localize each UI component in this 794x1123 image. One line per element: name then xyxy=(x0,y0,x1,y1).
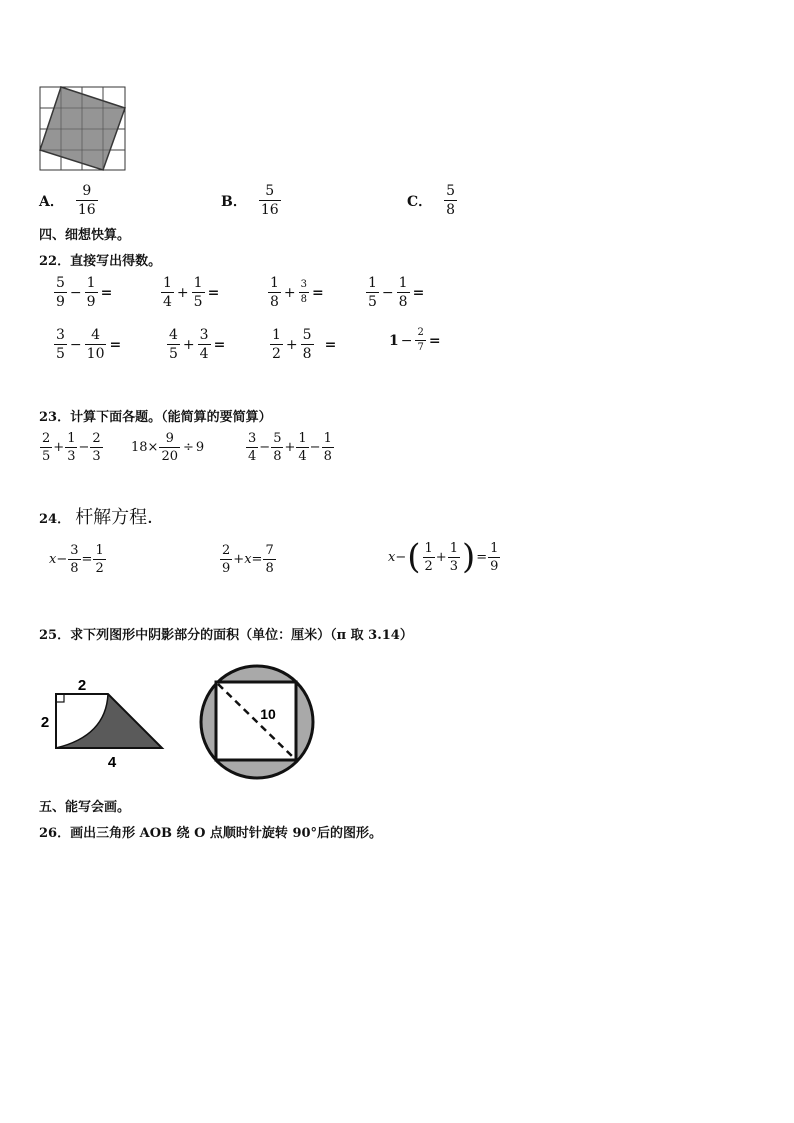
option-b-label: B． xyxy=(221,193,247,210)
grid-square-figure xyxy=(39,86,127,172)
q23-expr-2: 18 × $\frac{9}{20}$ ÷ 9 xyxy=(131,431,205,464)
q22-expr-8: 1 − $\frac{2}{7}$ = xyxy=(389,327,441,353)
q22-expr-4: $\frac{1}{5}$ − $\frac{1}{8}$ = xyxy=(368,275,425,310)
section5-title: 五、能写会画。 xyxy=(39,800,131,815)
q22-expr-7: $\frac{1}{2}$ + $\frac{5}{8}$ = xyxy=(272,327,337,362)
option-c-label: C． xyxy=(407,193,433,210)
q23-title: 23．计算下面各题。（能简算的要简算） xyxy=(39,410,272,425)
option-b xyxy=(221,184,282,217)
q24-number: 24． xyxy=(39,512,71,527)
section4-title: 四、细想快算。 xyxy=(39,228,131,243)
option-c-fraction: $\frac{5}{8}$ xyxy=(446,183,456,218)
fig1-left-label: 2 xyxy=(40,714,50,731)
q24-title: 杆解方程． xyxy=(75,507,166,528)
option-b-fraction: $\frac{5}{16}$ xyxy=(260,183,279,218)
q23-expr-3: $\frac{3}{4}$ − $\frac{5}{8}$ + $\frac{1}{4}$ − $\frac{1}{8}$ xyxy=(248,431,332,464)
q22-expr-3: $\frac{1}{8}$ + $\frac{3}{8}$ = xyxy=(270,275,324,310)
fig2-diagonal-label: 10 xyxy=(260,706,276,722)
fig1-bottom-label: 4 xyxy=(107,754,117,771)
q22-expr-1: $\frac{5}{9}$ − $\frac{1}{9}$ = xyxy=(56,275,113,310)
fig1-top-label: 2 xyxy=(77,677,87,694)
q24-equation-2: $\frac{2}{9}$ + x = $\frac{7}{8}$ xyxy=(222,543,274,576)
q25-title: 25．求下列图形中阴影部分的面积（单位：厘米）（π 取 3.14） xyxy=(39,628,413,643)
option-c xyxy=(407,184,458,217)
q22-title: 22．直接写出得数。 xyxy=(39,254,162,269)
option-a-label: A． xyxy=(39,193,64,210)
q23-expr-1: $\frac{2}{5}$ + $\frac{1}{3}$ − $\frac{2}{3}$ xyxy=(42,431,101,464)
option-a-fraction: $\frac{9}{16}$ xyxy=(77,183,96,218)
q24-heading xyxy=(39,503,165,529)
circle-square-figure xyxy=(196,664,320,780)
q22-expr-5: $\frac{3}{5}$ − $\frac{4}{10}$ = xyxy=(56,327,122,362)
q26-title: 26．画出三角形 AOB 绕 O 点顺时针旋转 90°后的图形。 xyxy=(39,826,383,841)
option-a xyxy=(39,184,99,217)
q22-expr-2: $\frac{1}{4}$ + $\frac{1}{5}$ = xyxy=(163,275,220,310)
q24-equation-1: x − $\frac{3}{8}$ = $\frac{1}{2}$ xyxy=(49,543,104,576)
shaded-trapezoid-figure xyxy=(36,672,168,772)
q24-equation-3: x − ( $\frac{1}{2}$ + $\frac{1}{3}$ ) = $\frac{1}{9}$ xyxy=(388,537,499,577)
q22-expr-6: $\frac{4}{5}$ + $\frac{3}{4}$ = xyxy=(169,327,226,362)
